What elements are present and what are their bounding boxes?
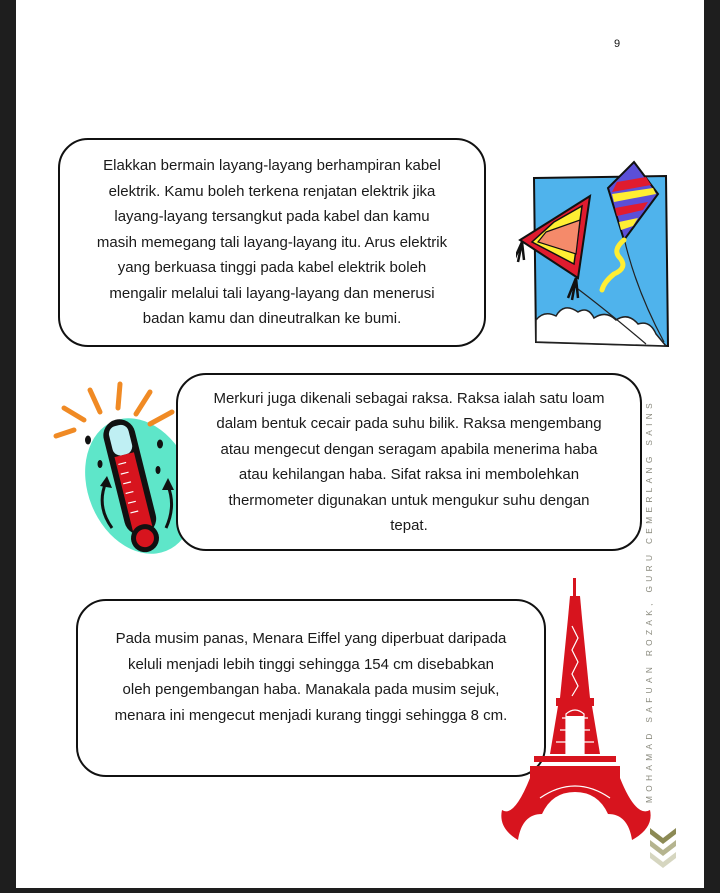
mercury-text: Merkuri juga dikenali sebagai raksa. Raksa ialah satu loam dalam bentuk cecair pada suhu bilik. Raksa mengembang atau mengecut dengan seragam apabila menerima haba atau kehilangan haba. Sifat raksa ini membolehkan thermometer digunakan untuk mengukur suhu dengan tepat. bbox=[213, 389, 605, 534]
chevron-down-icon bbox=[648, 826, 678, 870]
author-vertical-text: MOHAMAD SAFUAN ROZAK, GURU CEMERLANG SAINS bbox=[644, 399, 654, 803]
eiffel-text: Pada musim panas, Menara Eiffel yang diperbuat daripada keluli menjadi lebih tinggi sehingga 154 cm disebabkan oleh pengembangan haba. Manakala pada musim sejuk, menara ini mengecut menjadi kurang tinggi sehingga 8 cm. bbox=[114, 630, 508, 724]
document-page bbox=[16, 0, 704, 888]
eiffel-tower-icon bbox=[500, 578, 660, 858]
eiffel-textbox bbox=[76, 599, 546, 777]
kite-icon bbox=[516, 150, 676, 350]
kite-safety-text: Elakkan bermain layang-layang berhampiran kabel elektrik. Kamu boleh terkena renjatan elektrik jika layang-layang tersangkut pada kabel dan kamu masih memegang tali layang-layang itu. Arus elektrik yang berkuasa tinggi pada kabel elektrik boleh mengalir melalui tali layang-layang dan menerusi badan kamu dan dineutralkan ke bumi. bbox=[96, 157, 448, 328]
page-number: 9 bbox=[614, 38, 621, 50]
kite-safety-textbox bbox=[58, 138, 486, 347]
mercury-textbox bbox=[176, 373, 642, 551]
